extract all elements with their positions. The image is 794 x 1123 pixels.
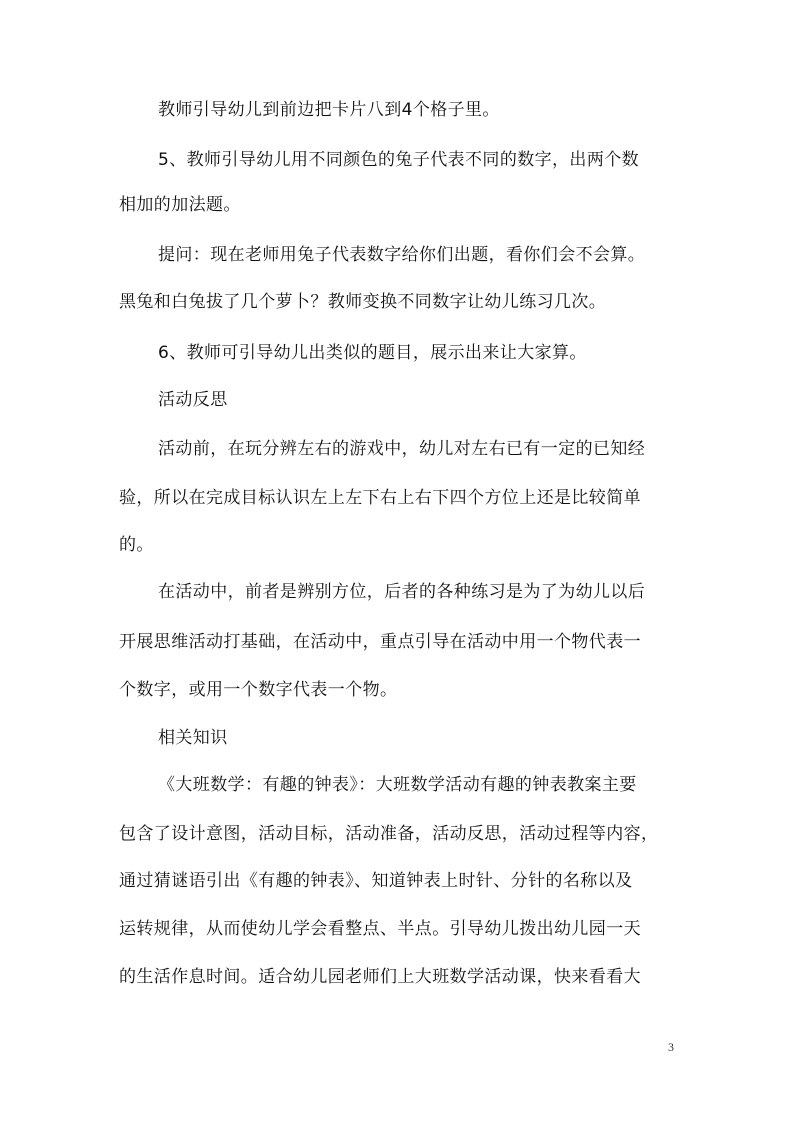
- section-heading: 相关知识: [158, 728, 228, 748]
- paragraph-line: 个数字，或用一个数字代表一个物。: [119, 680, 398, 700]
- paragraph-line: 黑兔和白兔拔了几个萝卜？教师变换不同数字让幼儿练习几次。: [119, 292, 607, 312]
- paragraph-line: 教师引导幼儿到前边把卡片八到4个格子里。: [158, 100, 500, 120]
- page-number: 3: [668, 1040, 674, 1054]
- paragraph-line: 活动前，在玩分辨左右的游戏中，幼儿对左右已有一定的已知经: [158, 439, 646, 459]
- section-heading: 活动反思: [158, 390, 228, 410]
- paragraph-line: 包含了设计意图，活动目标，活动准备，活动反思，活动过程等内容，: [119, 824, 659, 844]
- paragraph-line: 验，所以在完成目标认识左上左下右上右下四个方位上还是比较简单: [119, 488, 641, 508]
- paragraph-line: 相加的加法题。: [119, 195, 241, 215]
- paragraph-line: 提问：现在老师用兔子代表数字给你们出题，看你们会不会算。: [158, 245, 646, 265]
- paragraph-line: 通过猜谜语引出《有趣的钟表》、知道钟表上时针、分针的名称以及: [119, 871, 633, 891]
- paragraph-line: 开展思维活动打基础，在活动中，重点引导在活动中用一个物代表一: [119, 632, 641, 652]
- paragraph-line: 的。: [119, 535, 154, 555]
- paragraph-line: 运转规律，从而使幼儿学会看整点、半点。引导幼儿拨出幼儿园一天: [119, 919, 641, 939]
- paragraph-line: 6、教师可引导幼儿出类似的题目，展示出来让大家算。: [158, 343, 587, 363]
- paragraph-line: 《大班数学：有趣的钟表》：大班数学活动有趣的钟表教案主要: [158, 775, 637, 795]
- paragraph-line: 在活动中，前者是辨别方位，后者的各种练习是为了为幼儿以后: [158, 582, 646, 602]
- paragraph-line: 的生活作息时间。适合幼儿园老师们上大班数学活动课，快来看看大: [119, 967, 641, 987]
- paragraph-line: 5、教师引导幼儿用不同颜色的兔子代表不同的数字，出两个数: [158, 150, 640, 170]
